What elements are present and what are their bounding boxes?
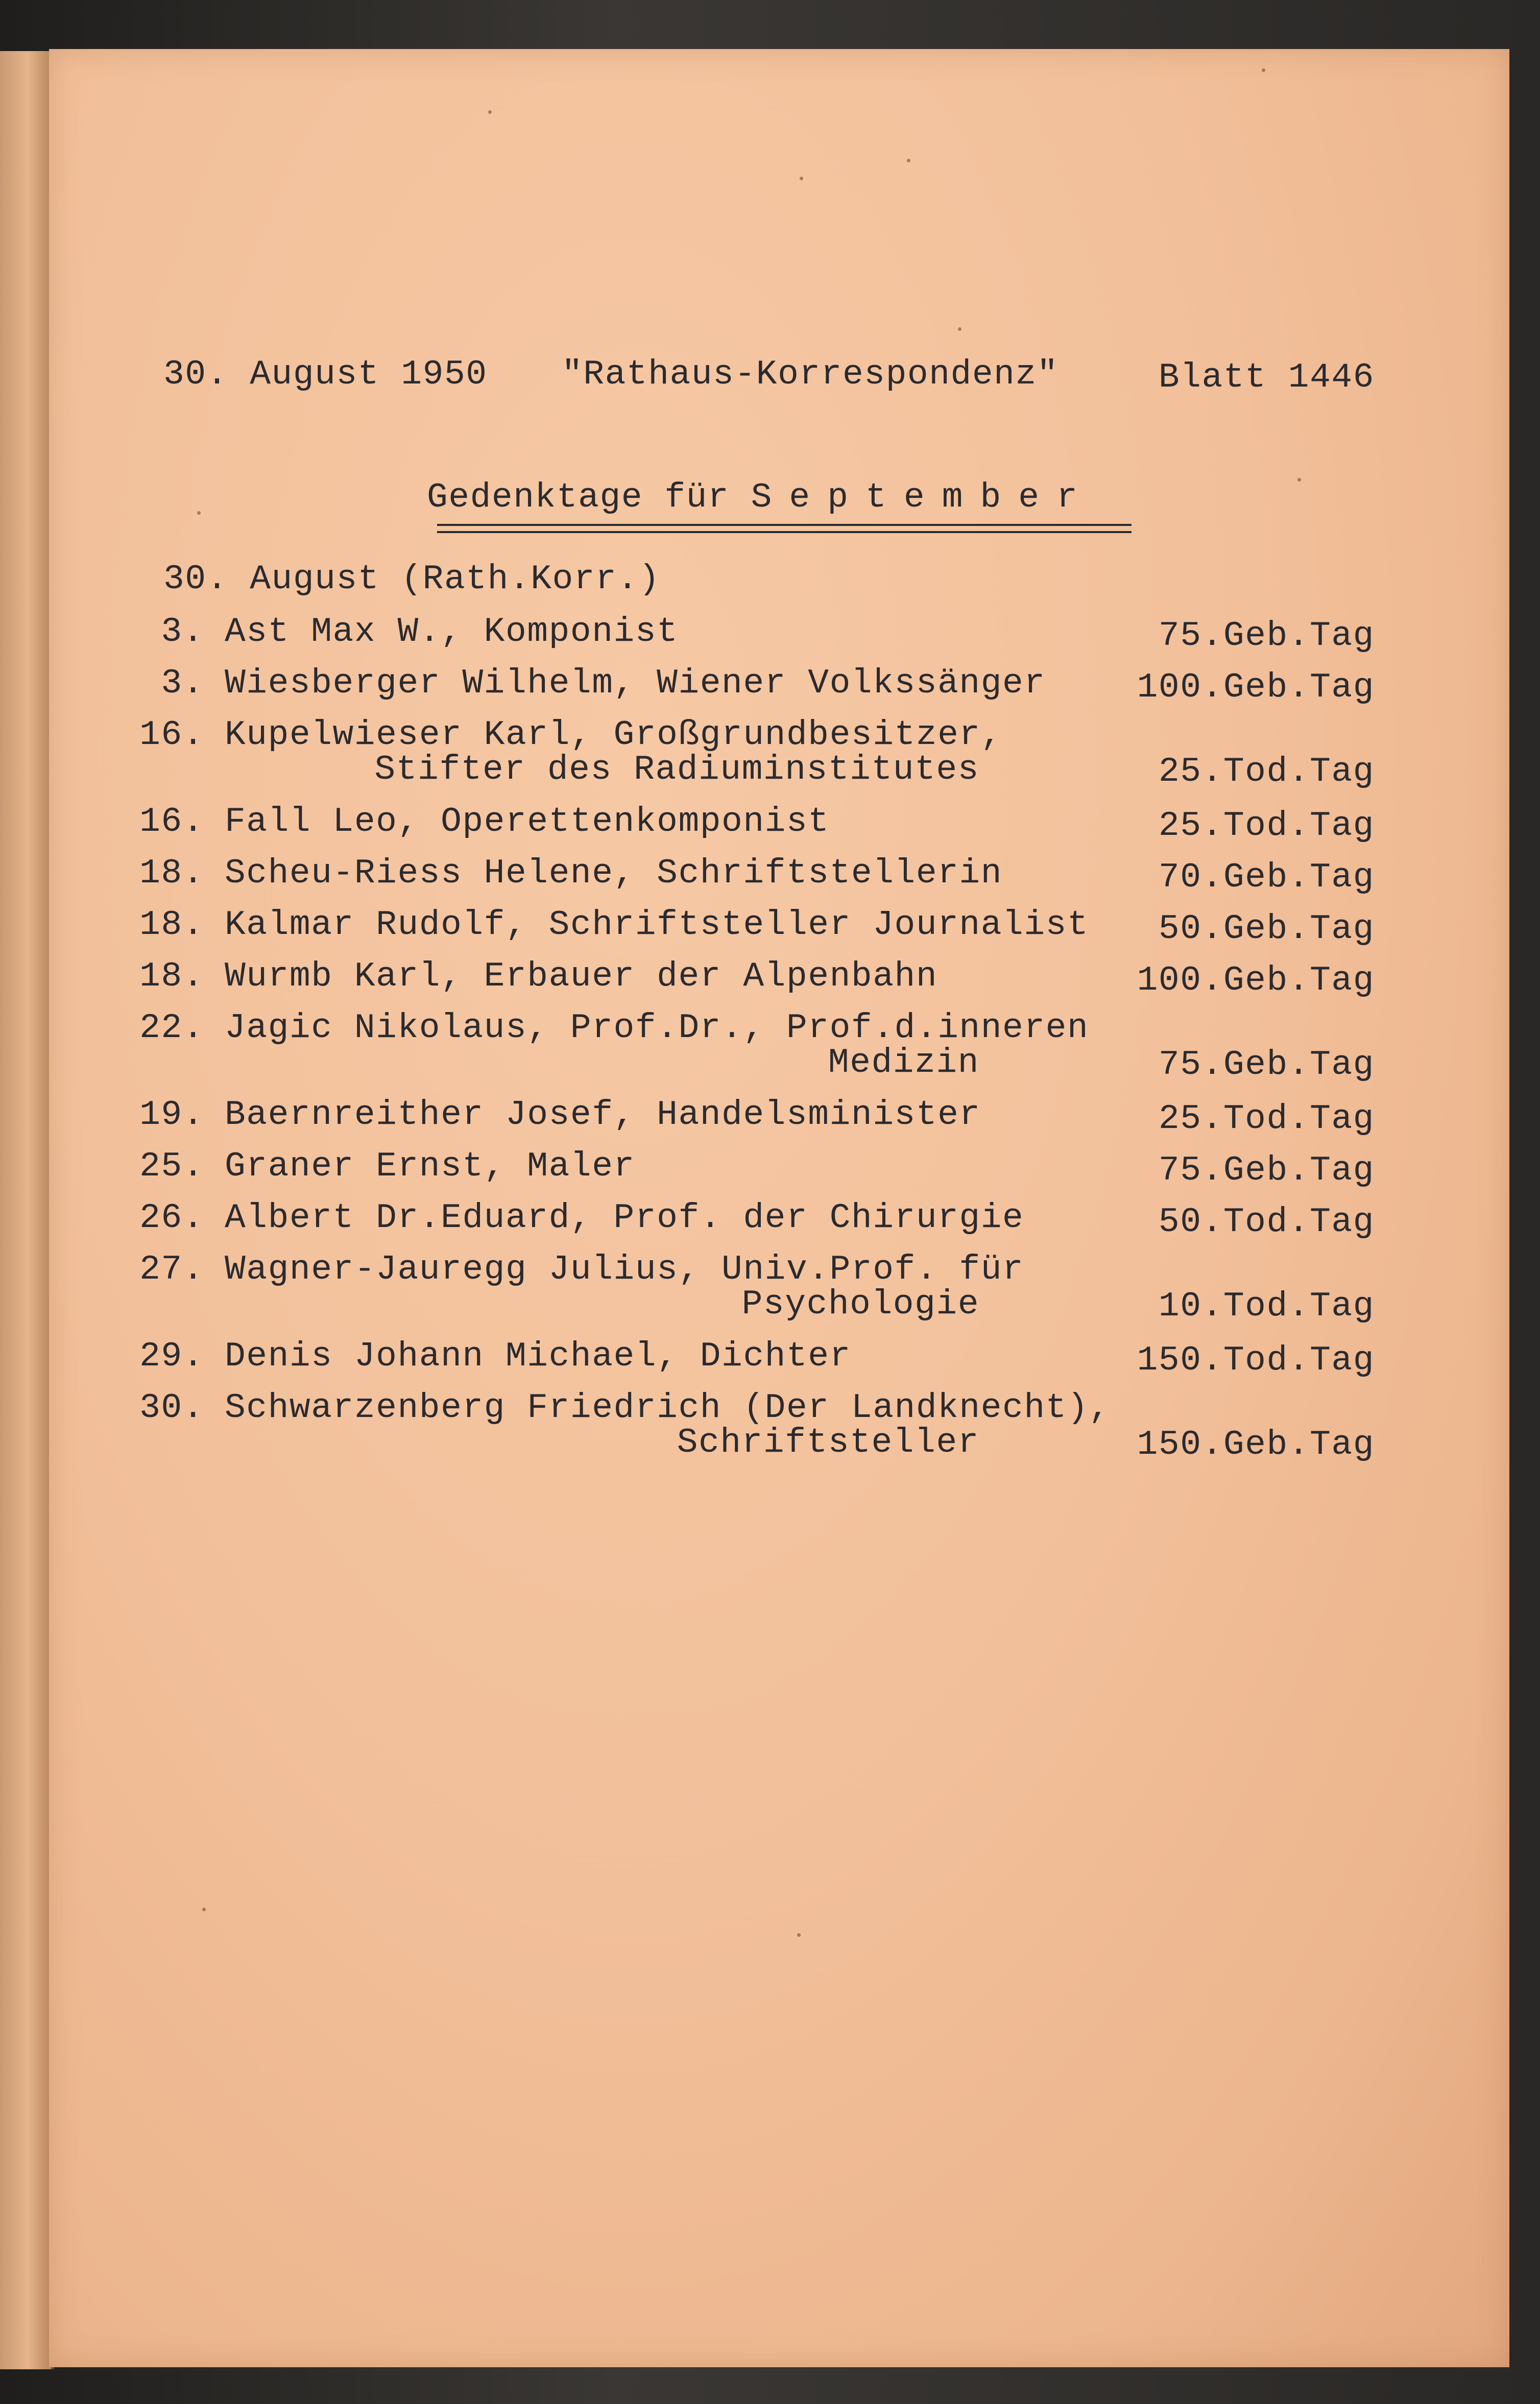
entry-text-continuation: Schriftsteller [677,1423,979,1462]
entry-anniversary: 25.Tod.Tag [1158,752,1375,791]
header-date: 30. August 1950 [163,355,488,394]
entry-anniversary: 75.Geb.Tag [1158,616,1375,656]
entry-day: 25. [139,1147,204,1186]
entry-day: 19. [139,1095,204,1135]
entry-text: Graner Ernst, Maler [225,1147,635,1186]
entry-text: Kupelwieser Karl, Großgrundbesitzer, [225,715,1003,755]
paper-speck [797,1933,801,1937]
entry-anniversary: 75.Geb.Tag [1158,1045,1375,1085]
entry-anniversary: 50.Tod.Tag [1158,1203,1375,1242]
entry-day: 22. [139,1008,204,1048]
entry-day: 3. [161,664,204,703]
entry-text: Denis Johann Michael, Dichter [225,1337,851,1376]
entry-anniversary: 50.Geb.Tag [1158,909,1375,949]
entry-text-continuation: Medizin [828,1043,979,1083]
entry-anniversary: 70.Geb.Tag [1158,858,1375,897]
paper-speck [958,327,961,331]
entry-anniversary: 100.Geb.Tag [1137,961,1375,1000]
entry-text: Wagner-Jauregg Julius, Univ.Prof. für [225,1250,1024,1289]
document-page [49,49,1509,2367]
paper-speck [202,1908,206,1911]
entry-anniversary: 10.Tod.Tag [1158,1287,1375,1326]
entry-day: 16. [139,802,204,842]
entry-anniversary: 150.Geb.Tag [1137,1425,1375,1464]
header-publication: "Rathaus-Korrespondenz" [562,355,1059,394]
entry-day: 16. [139,715,204,755]
section-title-month: September [751,478,1095,517]
entry-day: 18. [139,854,204,893]
entry-anniversary: 75.Geb.Tag [1158,1151,1375,1190]
entry-text: Scheu-Riess Helene, Schriftstellerin [225,854,1003,893]
entry-anniversary: 25.Tod.Tag [1158,806,1375,846]
entry-text-continuation: Stifter des Radiuminstitutes [374,750,979,789]
entry-day: 18. [139,957,204,996]
entry-day: 18. [139,905,204,945]
entry-day: 27. [139,1250,204,1289]
entry-text: Wiesberger Wilhelm, Wiener Volkssänger [225,664,1046,703]
header-sheet-number: Blatt 1446 [1158,358,1375,397]
paper-speck [488,110,492,114]
entry-list [49,49,1509,2367]
entry-anniversary: 100.Geb.Tag [1137,668,1375,707]
previous-page-edge [0,51,54,2369]
entry-text: Fall Leo, Operettenkomponist [225,802,830,842]
entry-day: 3. [161,612,204,652]
entry-day: 26. [139,1198,204,1238]
paper-speck [1297,478,1301,482]
entry-text: Baernreither Josef, Handelsminister [225,1095,981,1135]
paper-speck [1262,68,1265,72]
entry-text: Wurmb Karl, Erbauer der Alpenbahn [225,957,938,996]
paper-speck [800,177,803,180]
entry-text: Ast Max W., Komponist [225,612,679,652]
paper-speck [197,511,201,515]
paper-speck [907,159,910,162]
entry-text: Kalmar Rudolf, Schriftsteller Journalist [225,905,1089,945]
entry-anniversary: 25.Tod.Tag [1158,1099,1375,1139]
entry-text: Jagic Nikolaus, Prof.Dr., Prof.d.inneren [225,1008,1089,1048]
entry-day: 30. [139,1388,204,1428]
intro-line: 30. August (Rath.Korr.) [163,560,661,599]
entry-text-continuation: Psychologie [741,1285,979,1324]
entry-text: Schwarzenberg Friedrich (Der Landknecht), [225,1388,1111,1428]
section-title-prefix: Gedenktage für [427,478,751,517]
entry-day: 29. [139,1337,204,1376]
entry-anniversary: 150.Tod.Tag [1137,1341,1375,1380]
entry-text: Albert Dr.Eduard, Prof. der Chirurgie [225,1198,1024,1238]
